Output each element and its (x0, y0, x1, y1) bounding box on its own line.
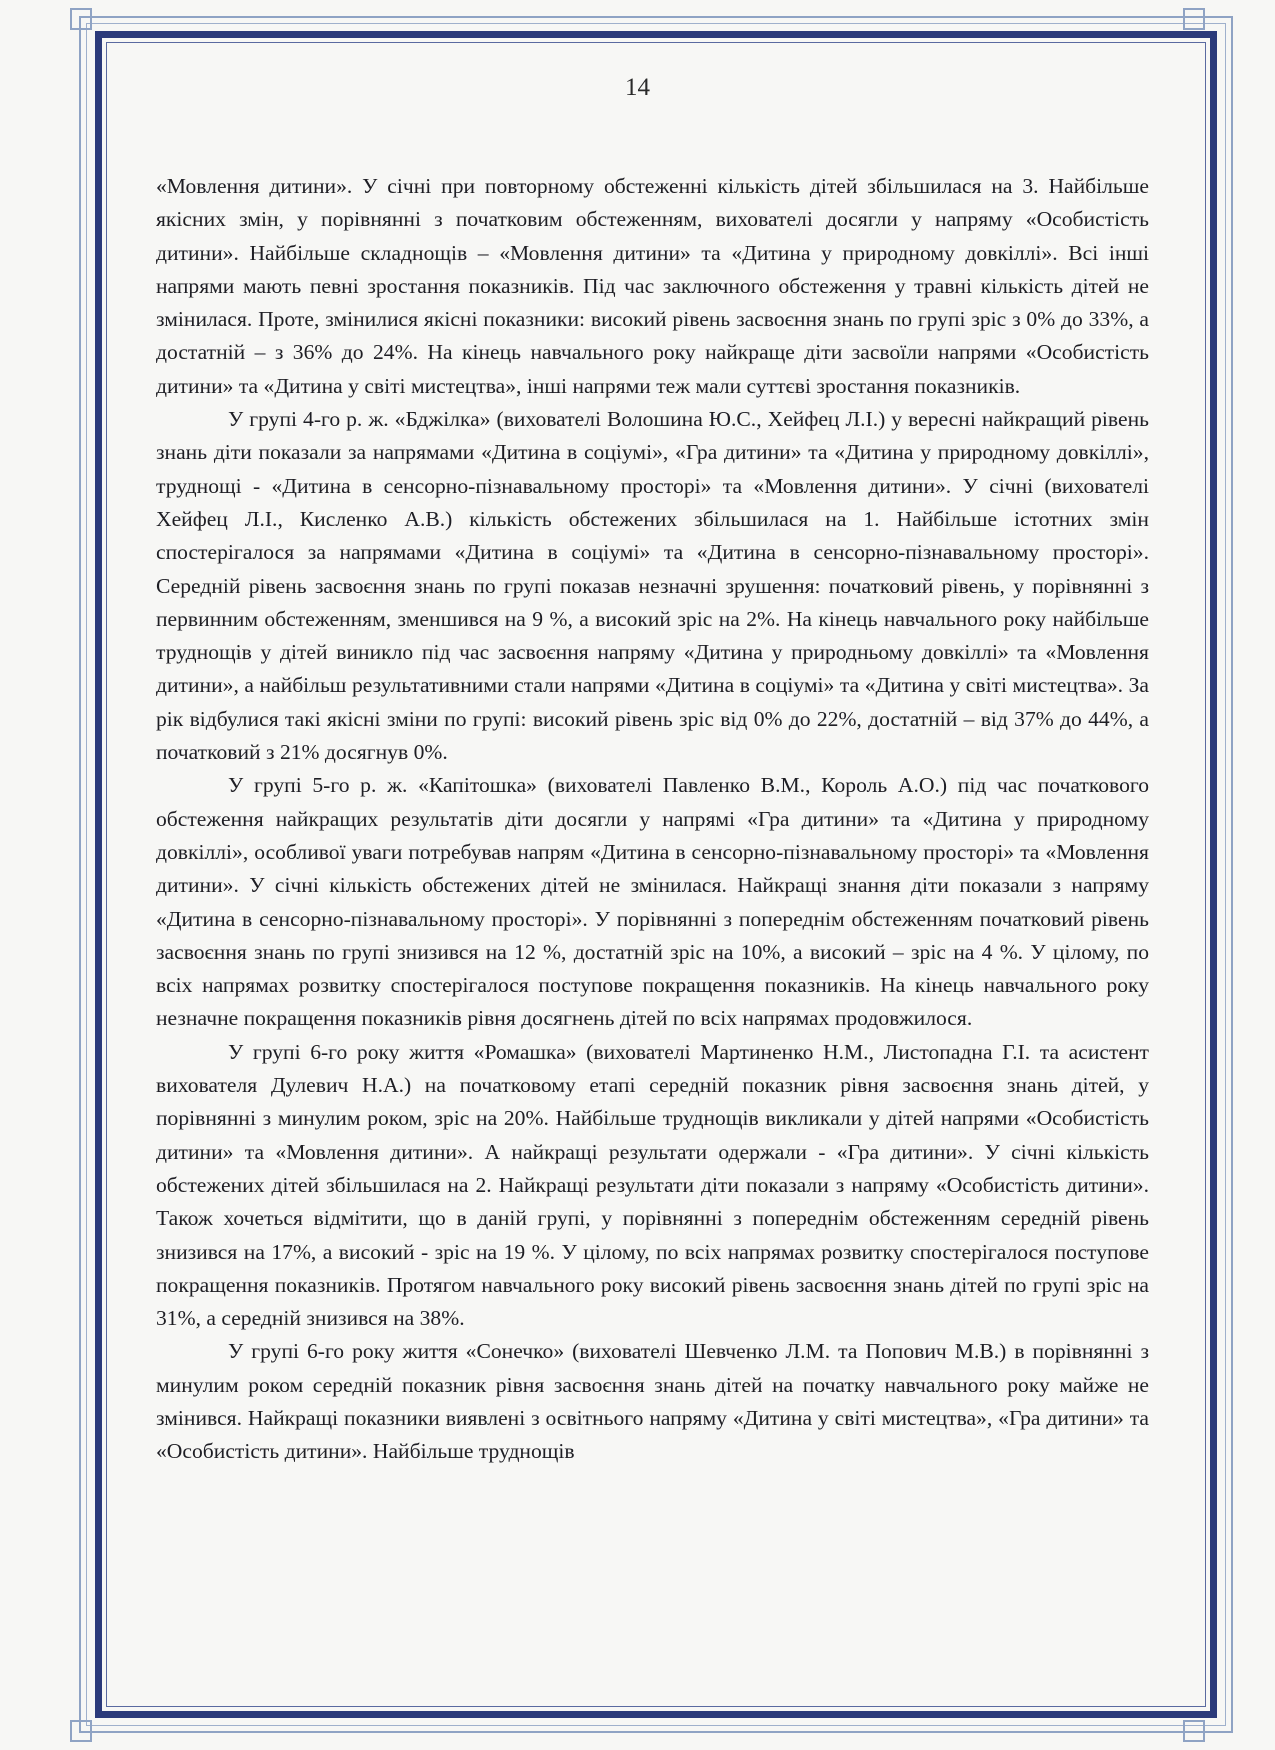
corner-ornament-top-right (1183, 8, 1205, 30)
paragraph: У групі 5-го р. ж. «Капітошка» (вихователі Павленко В.М., Король А.О.) під час початкового обстеження найкращих результатів діти досягли у напрямі «Гра дитини» та «Дитина у природному довкіллі», особливої уваги потребував напрям «Дитина в сенсорно-пізнавальному просторі» та «Мовлення дитини». У січні кількість обстежених дітей не змінилася. Найкращі знання діти показали з напряму «Дитина в сенсорно-пізнавальному просторі». У порівнянні з попереднім обстеженням початковий рівень засвоєння знань по групі знизився на 12 %, достатній зріс на 10%, а високий – зріс на 4 %. У цілому, по всіх напрямах розвитку спостерігалося поступове покращення показників. На кінець навчального року незначне покращення показників рівня досягнень дітей по всіх напрямах продовжилося. (156, 773, 1149, 1031)
corner-ornament-bottom-left (70, 1720, 92, 1742)
corner-ornament-top-left (70, 8, 92, 30)
paragraph: «Мовлення дитини». У січні при повторному обстеженні кількість дітей збільшилася на 3. Найбільше якісних змін, у порівнянні з початковим обстеженням, вихователі досягли у напряму «Особистість дитини». Найбільше складнощів – «Мовлення дитини» та «Дитина у природному довкіллі». Всі інші напрями мають певні зростання показників. Під час заключного обстеження у травні кількість дітей не змінилася. Проте, змінилися якісні показники: високий рівень засвоєння знань по групі зріс з 0% до 33%, а достатній – з 36% до 24%. На кінець навчального року найкраще діти засвоїли напрями «Особистість дитини» та «Дитина у світі мистецтва», інші напрями теж мали суттєві зростання показників. (156, 174, 1149, 398)
document-body (156, 170, 1149, 1469)
paragraph: У групі 6-го року життя «Ромашка» (вихователі Мартиненко Н.М., Листопадна Г.І. та асистент вихователя Дулевич Н.А.) на початковому етапі середній показник рівня засвоєння знань дітей, у порівнянні з минулим роком, зріс на 20%. Найбільше труднощів викликали у дітей напрями «Особистість дитини» та «Мовлення дитини». А найкращі результати одержали - «Гра дитини». У січні кількість обстежених дітей збільшилася на 2. Найкращі результати діти показали з напряму «Особистість дитини». Також хочеться відмітити, що в даній групі, у порівнянні з попереднім обстеженням середній рівень знизився на 17%, а високий - зріс на 19 %. У цілому, по всіх напрямах розвитку спостерігалося поступове покращення показників. Протягом навчального року високий рівень засвоєння знань дітей по групі зріс на 31%, а середній знизився на 38%. (156, 1039, 1149, 1331)
page-number: 14 (625, 74, 650, 101)
paragraph: У групі 4-го р. ж. «Бджілка» (вихователі Волошина Ю.С., Хейфец Л.І.) у вересні найкращий рівень знань діти показали за напрямами «Дитина в соціумі», «Гра дитини» та «Дитина у природному довкіллі», труднощі - «Дитина в сенсорно-пізнавальному просторі» та «Мовлення дитини». У січні (вихователі Хейфец Л.І., Кисленко А.В.) кількість обстежених збільшилася на 1. Найбільше істотних змін спостерігалося за напрямами «Дитина в соціумі» та «Дитина в сенсорно-пізнавальному просторі». Середній рівень засвоєння знань по групі показав незначні зрушення: початковий рівень, у порівнянні з первинним обстеженням, зменшився на 9 %, а високий зріс на 2%. На кінець навчального року найбільше труднощів у дітей виникло під час засвоєння напряму «Дитина у природньому довкіллі» та «Мовлення дитини», а найбільш результативними стали напрями «Дитина в соціумі» та «Дитина у світі мистецтва». За рік відбулися такі якісні зміни по групі: високий рівень зріс від 0% до 22%, достатній – від 37% до 44%, а початковий з 21% досягнув 0%. (156, 407, 1149, 765)
corner-ornament-bottom-right (1183, 1720, 1205, 1742)
paragraph: У групі 6-го року життя «Сонечко» (вихователі Шевченко Л.М. та Попович М.В.) в порівнянні з минулим роком середній показник рівня засвоєння знань дітей на початку навчального року майже не змінився. Найкращі показники виявлені з освітнього напряму «Дитина у світі мистецтва», «Гра дитини» та «Особистість дитини». Найбільше труднощів (156, 1339, 1149, 1464)
